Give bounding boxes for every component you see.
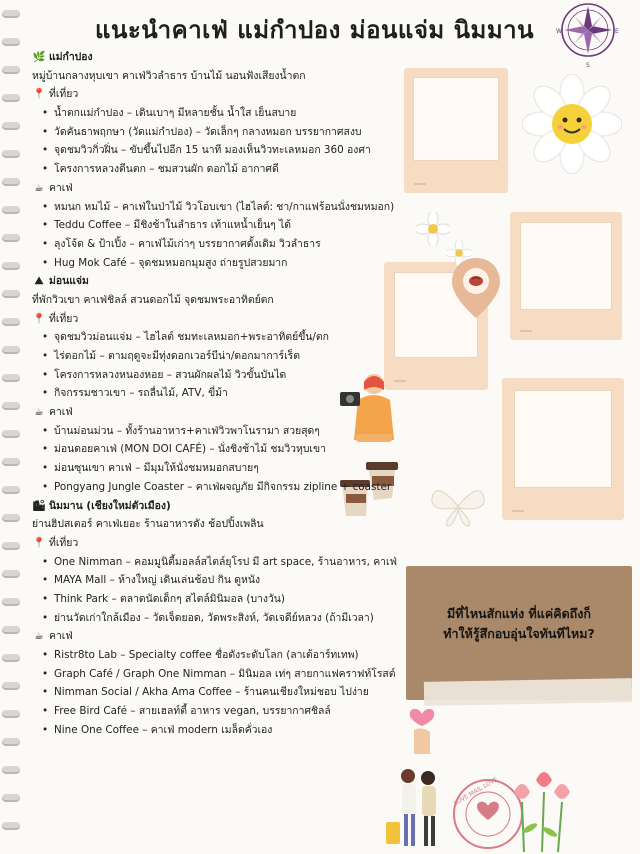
- group-title: [32, 85, 402, 104]
- list-item-text: ลุงโจ้ด & ป้าเปิ้ง – คาเฟ่ไม้เก่าๆ บรรยากาศดั้งเดิม วิวลำธาร: [54, 237, 321, 250]
- coffee-icon: ☕: [34, 406, 44, 419]
- list-item: [32, 553, 402, 572]
- section-description: [32, 291, 402, 310]
- section-title-text: ม่อนแจ่ม: [49, 275, 89, 288]
- quote-text: [410, 604, 628, 644]
- list-item-text: ย่านวัดเก่าใกล้เมือง – วัดเจ็ดยอด, วัดพระสิงห์, วัดเจดีย์หลวง (ถ้ามีเวลา): [54, 611, 374, 624]
- spiral-ring: [2, 150, 20, 158]
- spiral-ring: [2, 206, 20, 214]
- list-item: [32, 104, 402, 123]
- section-title: [32, 497, 402, 516]
- pin-icon: 📍: [32, 88, 46, 101]
- list-item: [32, 478, 402, 497]
- spiral-ring: [2, 542, 20, 550]
- spiral-ring: [2, 738, 20, 746]
- list-item: [32, 254, 402, 273]
- list-item-text: Ristr8to Lab – Specialty coffee ชื่อดังระดับโลก (ลาเต้อาร์ทเทพ): [54, 649, 359, 661]
- list-item-text: Free Bird Café – สายเฮลท์ตี้ อาหาร vegan, บรรยากาศชิลล์: [54, 705, 331, 718]
- list-item-text: One Nimman – คอมมูนิตี้มอลล์สไตล์ยุโรป มี art space, ร้านอาหาร, คาเฟ่: [54, 555, 397, 568]
- spiral-ring: [2, 822, 20, 830]
- list-item: [32, 160, 402, 179]
- spiral-ring: [2, 290, 20, 298]
- spiral-ring: [2, 374, 20, 382]
- spiral-ring: [2, 710, 20, 718]
- photo-frame: [510, 212, 622, 340]
- butterfly-icon: [428, 484, 488, 528]
- spiral-ring: [2, 38, 20, 46]
- svg-text:W: W: [556, 28, 562, 35]
- group-title: [32, 179, 402, 198]
- guide-content: [32, 48, 402, 739]
- group-title-text: ที่เที่ยว: [49, 536, 79, 549]
- group-title-text: คาเฟ่: [49, 406, 73, 419]
- mountain-icon: ⛰: [34, 275, 44, 288]
- group-title: [32, 534, 402, 553]
- group-title: [32, 403, 402, 422]
- list-item: [32, 422, 402, 441]
- section-description-text: ย่านฮิปสเตอร์ คาเฟ่เยอะ ร้านอาหารดัง ช้อปปิ้งเพลิน: [32, 518, 264, 531]
- list-item-text: Nine One Coffee – คาเฟ่ modern เมล็ดคั่วเอง: [54, 723, 273, 736]
- list-item-text: ม่อนดอยคาเฟ่ (MON DOI CAFÉ) – นั่งชิงช้าไม้ ชมวิวหุบเขา: [54, 443, 326, 456]
- list-item-text: จุดชมวิวม่อนแจ่ม – ไฮไลต์ ชมทะเลหมอก+พระอาทิตย์ขึ้น/ตก: [54, 331, 329, 344]
- list-item-text: ม่อนซุนเขา คาเฟ่ – มีมุมให้นั่งชมหมอกสบายๆ: [54, 462, 259, 475]
- list-item-text: Pongyang Jungle Coaster – คาเฟ่ผจญภัย มีกิจกรรม zipline + coaster: [54, 480, 392, 493]
- list-item: [32, 609, 402, 628]
- daisy-flower-icon: [522, 74, 622, 174]
- list-item-text: บ้านม่อนม่วน – ทั้งร้านอาหาร+คาเฟ่วิวพาโนรามา สวยสุดๆ: [54, 424, 320, 437]
- list-item-text: จุดชมวิวกิ่วฝิ่น – ขับขึ้นไปอีก 15 นาที มองเห็นวิวทะเลหมอก 360 องศา: [54, 144, 371, 157]
- tape-strip: [424, 678, 632, 706]
- section-description: [32, 515, 402, 534]
- list-item: [32, 702, 402, 721]
- group-title-text: คาเฟ่: [49, 181, 73, 194]
- photo-frame: [502, 378, 624, 520]
- spiral-ring: [2, 178, 20, 186]
- list-item-text: วัดคันธาพฤกษา (วัดแม่กำปอง) – วัดเล็กๆ กลางหมอก บรรยากาศสงบ: [54, 125, 362, 138]
- spiral-ring: [2, 486, 20, 494]
- spiral-ring: [2, 794, 20, 802]
- coffee-icon: ☕: [34, 630, 44, 643]
- list-item-text: Hug Mok Café – จุดชมหมอกมุมสูง ถ่ายรูปสวยมาก: [54, 256, 288, 269]
- spiral-ring: [2, 598, 20, 606]
- section-title: [32, 48, 402, 67]
- list-item-text: กิจกรรมชาวเขา – รถลื่นไม้, ATV, ขี่ม้า: [54, 387, 228, 400]
- spiral-ring: [2, 682, 20, 690]
- group-title: [32, 627, 402, 646]
- list-item: [32, 459, 402, 478]
- leaf-icon: 🌿: [32, 51, 46, 63]
- list-item: [32, 590, 402, 609]
- list-item: [32, 328, 402, 347]
- section-title-text: นิมมาน (เชียงใหม่ตัวเมือง): [49, 499, 171, 512]
- list-item: [32, 123, 402, 142]
- section-title: [32, 272, 402, 291]
- spiral-binding: [0, 0, 28, 854]
- list-item: [32, 571, 402, 590]
- city-icon: 🏙: [32, 499, 46, 512]
- photo-frame: [404, 68, 508, 193]
- spiral-ring: [2, 654, 20, 662]
- list-item: [32, 721, 402, 740]
- quote-line: ทำให้รู้สึกอบอุ่นใจทันทีไหม?: [443, 626, 595, 641]
- svg-text:E: E: [615, 28, 619, 35]
- small-flower-icon: [416, 212, 450, 246]
- pin-icon: 📍: [32, 312, 46, 325]
- svg-text:LOVE MAIL LOVE: LOVE MAIL LOVE: [452, 776, 500, 807]
- list-item: [32, 646, 402, 665]
- list-item-text: ไร่ดอกไม้ – ตามฤดูจะมีทุ่งดอกเวอร์บีน่า/ดอกมาการ์เร็ต: [54, 350, 300, 362]
- group-title-text: ที่เที่ยว: [49, 312, 79, 325]
- spiral-ring: [2, 346, 20, 354]
- svg-text:S: S: [586, 62, 590, 69]
- list-item-text: โครงการหลวงตีนตก – ชมสวนผัก ดอกไม้ อากาศดี: [54, 163, 279, 176]
- tulips-icon: [504, 762, 574, 854]
- section-description-text: ที่พักวิวเขา คาเฟ่ชิลล์ สวนดอกไม้ จุดชมพระอาทิตย์ตก: [32, 293, 274, 306]
- page-title: แนะนำคาเฟ่ แม่กำปอง ม่อนแจ่ม นิมมาน: [95, 16, 535, 44]
- spiral-ring: [2, 66, 20, 74]
- spiral-ring: [2, 514, 20, 522]
- list-item: [32, 384, 402, 403]
- list-item: [32, 683, 402, 702]
- spiral-ring: [2, 402, 20, 410]
- spiral-ring: [2, 10, 20, 18]
- section-title-text: แม่กำปอง: [49, 51, 93, 63]
- spiral-ring: [2, 262, 20, 270]
- pin-icon: 📍: [32, 536, 46, 549]
- list-item: [32, 665, 402, 684]
- list-item: [32, 198, 402, 217]
- spiral-ring: [2, 318, 20, 326]
- list-item: [32, 366, 402, 385]
- list-item: [32, 141, 402, 160]
- list-item: [32, 440, 402, 459]
- list-item-text: หมนก หมไม้ – คาเฟ่ในป่าไม้ วิวโอบเขา (ไฮไลต์: ชา/กาแฟร้อนนั่งชมหมอก): [54, 200, 395, 213]
- spiral-ring: [2, 626, 20, 634]
- map-pin-icon: [450, 256, 502, 320]
- list-item-text: Nimman Social / Akha Ama Coffee – ร้านคนเชียงใหม่ชอบ ไปง่าย: [54, 686, 369, 699]
- group-title-text: ที่เที่ยว: [49, 88, 79, 101]
- spiral-ring: [2, 458, 20, 466]
- list-item-text: Think Park – ตลาดนัดเด็กๆ สไตล์มินิมอล (บางวัน): [54, 592, 285, 605]
- quote-line: มีที่ไหนสักแห่ง ที่แค่คิดถึงก็: [447, 606, 591, 621]
- finger-heart-icon: [404, 700, 440, 756]
- spiral-ring: [2, 94, 20, 102]
- section-description: [32, 67, 402, 86]
- spiral-ring: [2, 430, 20, 438]
- list-item: [32, 347, 402, 366]
- list-item-text: Teddu Coffee – มีชิงช้าในลำธาร เท้าแหน้ำเย็นๆ ได้: [54, 219, 292, 232]
- section-description-text: หมู่บ้านกลางหุบเขา คาเฟ่วิวลำธาร บ้านไม้ นอนฟังเสียงน้ำตก: [32, 69, 306, 82]
- spiral-ring: [2, 234, 20, 242]
- travelers-illustration: [380, 766, 454, 854]
- list-item-text: MAYA Mall – ห้างใหญ่ เดินเล่นช้อป กิน ดูหนัง: [54, 574, 261, 587]
- list-item-text: โครงการหลวงหนองหอย – สวนผักผลไม้ วิวขั้นบันได: [54, 368, 287, 381]
- spiral-ring: [2, 122, 20, 130]
- list-item: [32, 235, 402, 254]
- group-title: [32, 310, 402, 329]
- compass-icon: [552, 0, 624, 72]
- list-item-text: น้ำตกแม่กำปอง – เดินเบาๆ มีหลายชั้น น้ำใส เย็นสบาย: [54, 107, 297, 120]
- coffee-icon: ☕: [34, 181, 44, 194]
- spiral-ring: [2, 570, 20, 578]
- group-title-text: คาเฟ่: [49, 630, 73, 643]
- list-item: [32, 216, 402, 235]
- spiral-ring: [2, 766, 20, 774]
- list-item-text: Graph Café / Graph One Nimman – มินิมอล เท่ๆ สายกาแฟคราฟท์โรสต์: [54, 667, 396, 680]
